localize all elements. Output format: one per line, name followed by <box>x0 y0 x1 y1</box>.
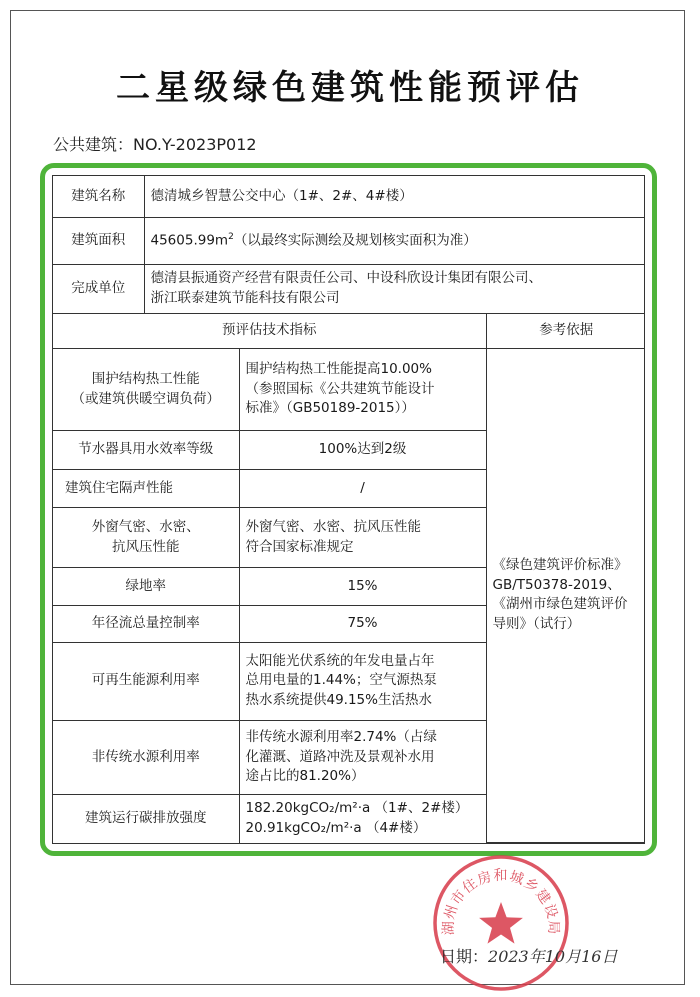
row-building-area <box>53 217 645 264</box>
handwritten-date: 2023年10月16日 <box>488 947 618 966</box>
row-headers <box>53 314 645 348</box>
completion-unit-line: 浙江联泰建筑节能科技有限公司 <box>150 289 340 306</box>
completion-unit-line: 德清县振通资产经营有限责任公司、中设科欣设计集团有限公司、 <box>150 270 542 287</box>
indicator-value: 外窗气密、水密、抗风压性能 符合国家标准规定 <box>239 508 486 568</box>
indicator-value: 15% <box>239 568 486 605</box>
indicator-label: 围护结构热工性能 （或建筑供暖空调负荷） <box>53 348 239 431</box>
indicator-value: 非传统水源利用率2.74%（占绿 化灌溉、道路冲洗及景观补水用 途占比的81.20%） <box>239 720 486 795</box>
indicator-label: 年径流总量控制率 <box>53 605 239 642</box>
certificate-number: 公共建筑：NO.Y-2023P012 <box>53 135 257 154</box>
evaluation-table-container <box>52 175 645 844</box>
indicator-value: 太阳能光伏系统的年发电量占年 总用电量的1.44%；空气源热泵 热水系统提供49.15%生活热水 <box>239 642 486 720</box>
indicator-value: 75% <box>239 605 486 642</box>
building-name-value: 德清城乡智慧公交中心（1#、2#、4#楼） <box>144 176 645 217</box>
indicator-label: 绿地率 <box>53 568 239 605</box>
building-area-value <box>144 217 645 264</box>
row-building-name <box>53 176 645 217</box>
indicator-label: 外窗气密、水密、 抗风压性能 <box>53 508 239 568</box>
area-number: 45605.99m <box>150 232 229 249</box>
completion-unit-label: 完成单位 <box>53 264 144 314</box>
indicator-label: 建筑运行碳排放强度 <box>53 795 239 843</box>
date-label: 日期： <box>440 947 489 966</box>
indicator-label: 可再生能源利用率 <box>53 642 239 720</box>
row-envelope-thermal <box>53 348 645 431</box>
indicator-value: 围护结构热工性能提高10.00% （参照国标《公共建筑节能设计 标准》（GB50189-2015）） <box>239 348 486 431</box>
indicator-value: / <box>239 469 486 507</box>
building-area-label: 建筑面积 <box>53 217 144 264</box>
issue-date <box>440 944 617 967</box>
area-unit-superscript: 2 <box>228 231 234 242</box>
reference-header: 参考依据 <box>486 314 645 348</box>
stamp-text: 湖州市住房和城乡建设局 <box>440 868 562 936</box>
indicator-label: 节水器具用水效率等级 <box>53 431 239 469</box>
area-note: （以最终实际测绘及规划核实面积为准） <box>233 232 477 249</box>
building-name-label: 建筑名称 <box>53 176 144 217</box>
indicators-header: 预评估技术指标 <box>53 314 486 348</box>
indicator-label: 非传统水源利用率 <box>53 720 239 795</box>
indicator-label: 建筑住宅隔声性能 <box>53 469 239 507</box>
certificate-title: 二星级绿色建筑性能预评估 <box>116 68 584 108</box>
indicator-value: 100%达到2级 <box>239 431 486 469</box>
completion-unit-value <box>144 264 645 314</box>
green-frame <box>40 163 657 856</box>
reference-basis: 《绿色建筑评价标准》 GB/T50378-2019、 《湖州市绿色建筑评价 导则》（试行） <box>486 348 645 842</box>
indicator-value: 182.20kgCO₂/m²·a （1#、2#楼） 20.91kgCO₂/m²·a （4#楼） <box>239 795 486 843</box>
evaluation-table <box>53 176 645 843</box>
row-completion-unit <box>53 264 645 314</box>
